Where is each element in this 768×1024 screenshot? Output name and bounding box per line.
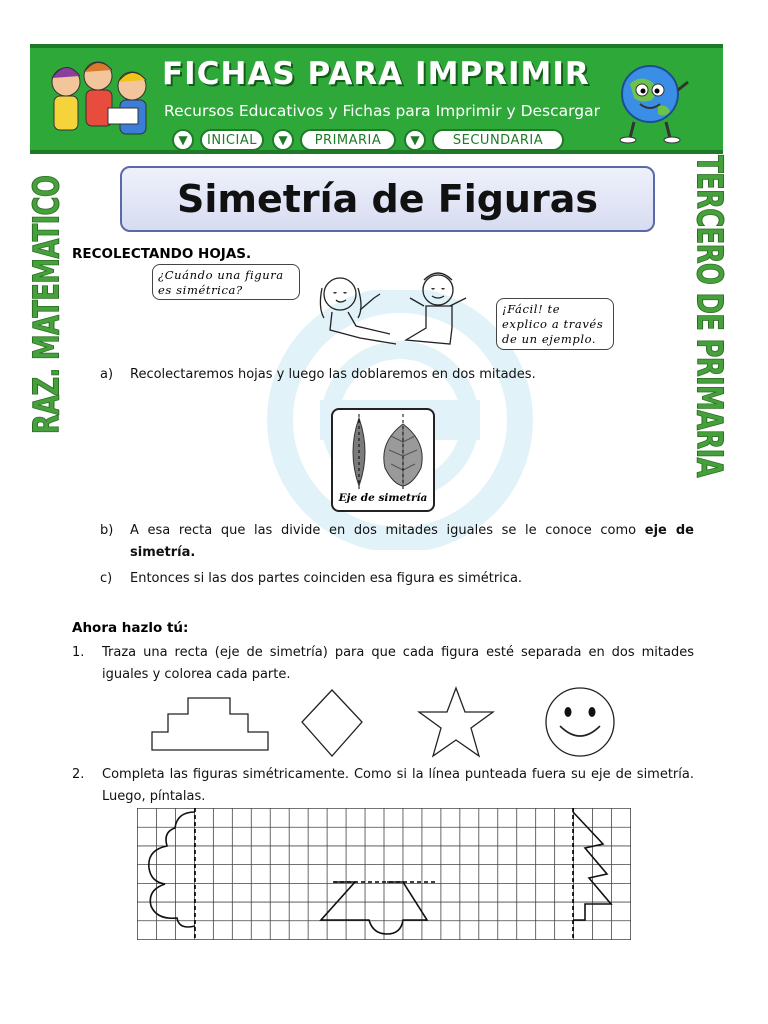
stepped-shape (152, 698, 268, 750)
leaf-icon (333, 412, 433, 492)
site-subtitle: Recursos Educativos y Fichas para Imprimir y Descargar (164, 102, 600, 120)
smiley-face-shape (546, 688, 614, 756)
site-title: FICHAS PARA IMPRIMIR (162, 56, 590, 92)
nav-secundaria[interactable]: SECUNDARIA (432, 129, 564, 151)
star-shape (419, 688, 493, 756)
leaf-example-frame (331, 408, 435, 512)
task-2-text: Completa las figuras simétricamente. Como si la línea punteada fuera su eje de simetría. Luego, píntalas. (102, 767, 694, 804)
grade-label: TERCERO DE PRIMARIA (688, 155, 730, 477)
globe-mascot-icon (612, 60, 692, 144)
speech-bubble-answer: ¡Fácil! te explico a través de un ejemplo. (496, 298, 614, 350)
practice-heading: Ahora hazlo tú: (72, 620, 189, 636)
worksheet-title: Simetría de Figuras (120, 166, 655, 232)
task-1-shapes (150, 686, 620, 762)
arrow-icon: ▼ (272, 129, 294, 151)
item-c-text: Entonces si las dos partes coinciden esa figura es simétrica. (130, 571, 523, 586)
arrow-icon: ▼ (172, 129, 194, 151)
nav-inicial[interactable]: INICIAL (200, 129, 264, 151)
zigzag-half-figure (573, 812, 611, 920)
item-b-letter: b) (100, 523, 114, 538)
symmetry-grid (137, 808, 631, 940)
children-drawing (300, 268, 490, 358)
trapezoid-half-figure (321, 882, 427, 934)
nav-primaria[interactable]: PRIMARIA (300, 129, 396, 151)
item-a-text: Recolectaremos hojas y luego las doblaremos en dos mitades. (130, 367, 536, 382)
section-heading: RECOLECTANDO HOJAS. (72, 246, 252, 262)
task-2-number: 2. (72, 767, 85, 782)
item-b-text: A esa recta que las divide en dos mitades iguales se le conoce como eje de simetría. (130, 523, 694, 560)
speech-bubble-question: ¿Cuándo una figura es simétrica? (152, 264, 300, 300)
kids-illustration (36, 52, 156, 148)
diamond-shape (302, 690, 362, 756)
task-1-text: Traza una recta (eje de simetría) para que cada figura esté separada en dos mitades iguales y colorea cada parte. (102, 645, 694, 682)
item-a-letter: a) (100, 367, 114, 382)
task-1-number: 1. (72, 645, 85, 660)
item-c-letter: c) (100, 571, 113, 586)
leaf-caption: Eje de simetría (338, 492, 428, 504)
arrow-icon: ▼ (404, 129, 426, 151)
item-b-bold: eje de simetría. (130, 523, 694, 560)
cloud-half-figure (149, 812, 195, 927)
subject-label: RAZ. MATEMATICO (26, 175, 68, 435)
